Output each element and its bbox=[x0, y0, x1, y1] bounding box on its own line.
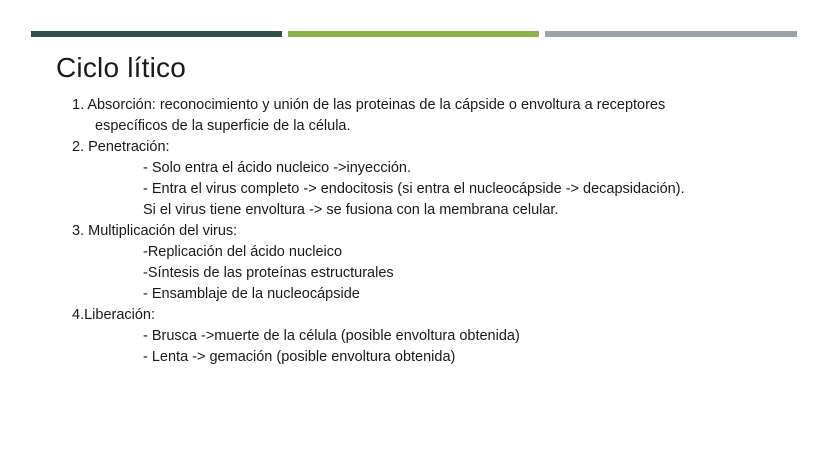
sub-item-brusca: - Brusca ->muerte de la célula (posible envoltura obtenida) bbox=[143, 328, 520, 344]
list-item-penetracion: 2. Penetración: bbox=[72, 139, 170, 155]
sub-item-ensamblaje: - Ensamblaje de la nucleocápside bbox=[143, 286, 360, 302]
sub-item-envoltura: Si el virus tiene envoltura -> se fusiona con la membrana celular. bbox=[143, 202, 559, 218]
sub-item-inyeccion: - Solo entra el ácido nucleico ->inyección. bbox=[143, 160, 411, 176]
sub-item-replicacion: -Replicación del ácido nucleico bbox=[143, 244, 343, 260]
list-item-multiplicacion: 3. Multiplicación del virus: bbox=[72, 223, 238, 239]
sub-item-endocitosis: - Entra el virus completo -> endocitosis (si entra el nucleocápside -> decapsidación). bbox=[143, 181, 685, 197]
sub-item-lenta: - Lenta -> gemación (posible envoltura obtenida) bbox=[143, 349, 456, 365]
slide-title: Ciclo lítico bbox=[56, 52, 186, 83]
list-item-liberacion: 4.Liberación: bbox=[72, 307, 156, 323]
header-accent-bar-3 bbox=[545, 31, 797, 37]
list-item-absorcion: 1. Absorción: reconocimiento y unión de las proteinas de la cápside o envoltura a receptores bbox=[72, 97, 666, 113]
sub-item-sintesis: -Síntesis de las proteínas estructurales bbox=[143, 265, 394, 281]
header-accent-bar-2 bbox=[288, 31, 539, 37]
header-accent-bar-1 bbox=[31, 31, 282, 37]
list-item-absorcion-continued: específicos de la superficie de la célula. bbox=[95, 118, 351, 134]
